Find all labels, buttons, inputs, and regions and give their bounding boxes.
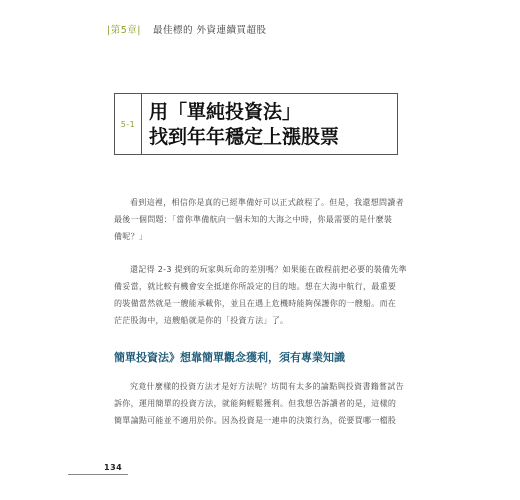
paragraph-line: 訴你，運用簡單的投資方法，就能夠輕鬆獲利。但我想告訴讀者的是，這樣的	[114, 399, 397, 408]
paragraph-line: 備妥當，就比較有機會安全抵達你所設定的目的地。想在大海中航行，最重要	[114, 282, 397, 291]
paragraph-line: 看到這裡，相信你是真的已經準備好可以正式啟程了。但是，我還想問讀者	[130, 198, 404, 207]
paragraph-2	[114, 261, 407, 329]
subheading: 簡單投資法》想靠簡單觀念獲利，須有專業知識	[114, 351, 345, 364]
paragraph-line: 的裝備當然就是一艘能承載你，並且在遇上危機時能夠保護你的一艘船。而在	[114, 299, 397, 308]
section-heading-line-1: 用「單純投資法」	[149, 101, 302, 123]
chapter-label: |第5章|	[107, 25, 141, 36]
running-header	[107, 22, 266, 36]
paragraph-line: 茫茫股海中，這艘船就是你的「投資方法」了。	[114, 316, 289, 325]
paragraph-line: 備呢？」	[114, 232, 148, 241]
paragraph-line: 究竟什麼樣的投資方法才是好方法呢？坊間有太多的論點與投資書籍嘗試告	[130, 382, 404, 391]
section-title-block	[114, 93, 398, 155]
paragraph-3	[114, 378, 404, 429]
section-heading	[149, 100, 339, 150]
paragraph-line: 還記得 2-3 提到的玩家與玩命的差別嗎？如果能在啟程前把必要的裝備先準	[130, 265, 407, 274]
section-number: 5-1	[120, 119, 136, 129]
paragraph-1	[114, 194, 404, 245]
paragraph-line: 最後一個問題：「當你準備航向一個未知的大海之中時，你最需要的是什麼裝	[114, 215, 393, 224]
section-tab	[115, 94, 142, 154]
chapter-title: 最佳標的 外資連續買超股	[152, 25, 267, 36]
page-footer	[68, 463, 128, 475]
section-heading-line-2: 找到年年穩定上漲股票	[149, 126, 340, 148]
page-number: 134	[104, 463, 123, 472]
paragraph-line: 簡單論點可能並不適用於你。因為投資是一連串的決策行為，從要買哪一檔股	[114, 416, 397, 425]
